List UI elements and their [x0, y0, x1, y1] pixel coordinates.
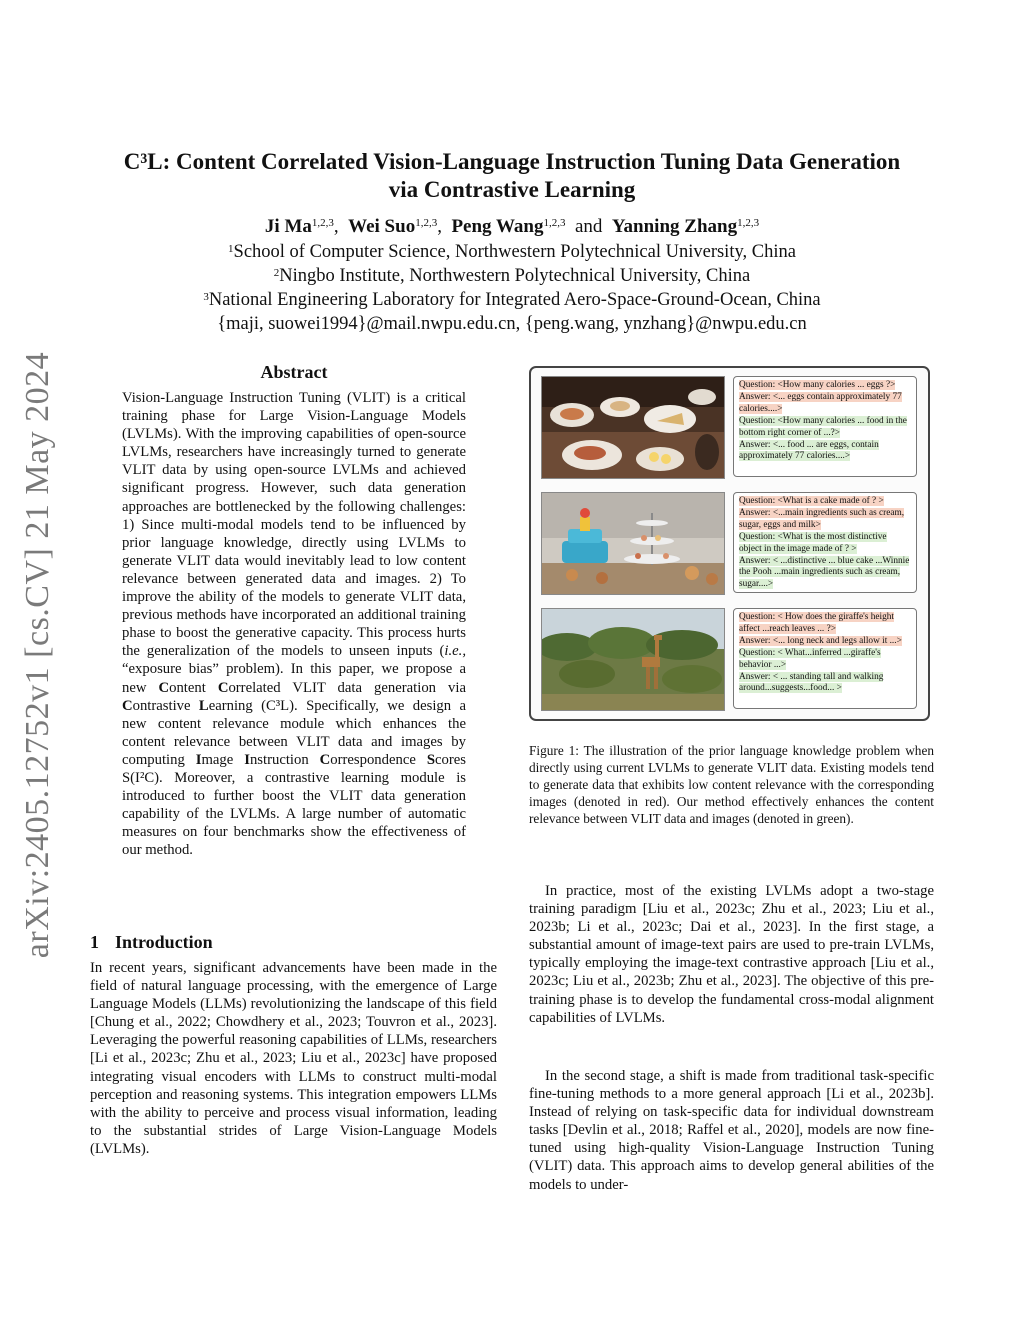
- abstract-heading: Abstract: [260, 362, 328, 382]
- abstract-bold-letter: C: [158, 679, 170, 696]
- right-column-paragraph-2: In the second stage, a shift is made from traditional task-specific fine-tuning methods to a more general approach [Li et al., 2023b]. Instead of relying on task-specific data for individual downstream tasks [Devlin et al., 2018; Raffel et al., 2020], models are now fine-tuned using high-quality Vision-Language Instruction Tuning (VLIT) data. This approach aims to develop general abilities of the models to under-: [529, 1068, 934, 1193]
- author-name: Wei Suo: [348, 216, 416, 237]
- affiliation-number: 1: [228, 243, 234, 255]
- abstract-bold-letter: C: [122, 697, 133, 714]
- qa-answer-red: Answer: <... eggs contain approximately 77 calories....>: [739, 391, 902, 414]
- author-name: Ji Ma: [264, 216, 312, 237]
- food-table-image: [542, 377, 724, 478]
- abstract-body: [122, 389, 466, 859]
- affiliation-1: [90, 241, 934, 264]
- qa-answer-green: Answer: < ... standing tall and walking around...suggests...food... >: [739, 671, 884, 694]
- qa-answer-green: Answer: < ...distinctive ... blue cake ...Winnie the Pooh ...main ingredients such as cream, sugar....>: [739, 555, 910, 590]
- qa-question-red: Question: <How many calories ... eggs ?>: [739, 380, 896, 390]
- paper-title: [90, 148, 934, 204]
- author-name: Yanning Zhang: [611, 216, 738, 237]
- affiliation-text: School of Computer Science, Northwestern Polytechnical University, China: [233, 242, 796, 262]
- qa-question-green: Question: <What is the most distinctive object in the image made of ? >: [739, 531, 887, 554]
- title-line-1: C³L: Content Correlated Vision-Language Instruction Tuning Data Generation: [123, 149, 901, 174]
- qa-question-red: Question: < How does the giraffe's height affect ...reach leaves ... ?>: [739, 612, 894, 634]
- abstract-text: “exposure bias” problem). In this paper, we propose a new: [122, 661, 466, 696]
- affiliation-number: 2: [273, 267, 280, 279]
- section-number: 1: [90, 932, 99, 952]
- abstract-text: nstruction: [249, 751, 320, 768]
- abstract-bold-letter: C: [319, 751, 331, 768]
- abstract-text: earning (C³L). Specifically, we design a new content relevance module which enhances the content relevance between VLIT data and images by computing: [122, 697, 466, 768]
- section-heading-introduction: [90, 932, 213, 953]
- cake-party-image: [542, 493, 724, 594]
- abstract-text: cores S(I²C). Moreover, a contrastive learning module is introduced to further boost the VLIT data generation capability of the LVLMs. A large number of automatic measures on four benchmarks show the effectiveness of our method.: [122, 751, 466, 859]
- qa-question-green: Question: <How many calories ... food in the bottom right corner of ...?>: [739, 415, 907, 438]
- abstract-text: mage: [201, 751, 245, 768]
- qa-question-red: Question: <What is a cake made of ? >: [739, 496, 884, 506]
- qa-question-green: Question: < What...inferred ...giraffe's behavior ...>: [739, 647, 881, 670]
- abstract-text: orrespondence: [330, 751, 427, 768]
- section-title: Introduction: [115, 932, 213, 952]
- abstract-text: ontrastive: [132, 697, 199, 714]
- author-emails: {maji, suowei1994}@mail.nwpu.edu.cn, {peng.wang, ynzhang}@nwpu.edu.cn: [217, 314, 807, 334]
- abstract-text: i.e.,: [444, 643, 466, 660]
- qa-answer-green: Answer: <... food ... are eggs, contain approximately 77 calories....>: [739, 439, 879, 462]
- arxiv-identifier: arXiv:2405.12752v1 [cs.CV] 21 May 2024: [19, 351, 56, 959]
- abstract-bold-letter: L: [198, 697, 209, 714]
- author-name: Peng Wang: [451, 216, 544, 237]
- qa-answer-red: Answer: <... long neck and legs allow it ...>: [739, 635, 902, 646]
- author-and: and: [574, 216, 603, 237]
- author-affil-marks: 1,2,3: [737, 217, 760, 229]
- affiliation-text: National Engineering Laboratory for Integrated Aero-Space-Ground-Ocean, China: [208, 290, 821, 310]
- qa-box-giraffe: [733, 608, 917, 709]
- abstract-text: Vision-Language Instruction Tuning (VLIT) is a critical training phase for Large Vision-Language Models (LVLMs). With the improving capabilities of open-source LVLMs, researchers have increasingly turned to generate VLIT data by using open-source LVLMs and achieved significant progress. However, such data generation approaches are bottlenecked by the following challenges: 1) Since multi-modal models tend to be influenced by prior language knowledge, directly using LVLMs to generate VLIT data would inevitably lead to low content relevance between generated data and images. 2) To improve the ability of the models to generate VLIT data, previous methods have incorporated an additional training phase to boost the generative capacity. This process hurts the generalization of the models to unseen inputs (: [122, 390, 466, 660]
- affiliation-text: Ningbo Institute, Northwestern Polytechnical University, China: [279, 266, 751, 286]
- abstract-bold-letter: S: [426, 751, 435, 768]
- qa-box-cake: [733, 492, 917, 593]
- author-affil-marks: 1,2,3: [415, 217, 438, 229]
- abstract-bold-letter: C: [217, 679, 229, 696]
- introduction-paragraph: In recent years, significant advancements have been made in the field of natural language processing, with the emergence of Large Language Models (LLMs) revolutionizing the landscape of this field [Chung et al., 2022; Chowdhery et al., 2023; Touvron et al., 2023]. Leveraging the powerful reasoning capabilities of LLMs, researchers [Li et al., 2023c; Zhu et al., 2023; Liu et al., 2023c] have proposed integrating visual encoders with LLMs to construct multi-modal perception and reasoning systems. This integration empowers LLMs with the ability to perceive and process visual information, leading to the substantial strides of Large Vision-Language Models (LVLMs).: [90, 960, 497, 1157]
- author-list: Ji Ma$^{1,2,3}$, Wei Suo$^{1,2,3}$, Peng Wang$^{1,2,3}$ and Yanning Zhang$^{1,2,3}$: [264, 216, 760, 237]
- abstract-bold-letter: I: [244, 751, 250, 768]
- affiliation-2: [90, 265, 934, 288]
- giraffe-savanna-image: [542, 609, 724, 710]
- title-line-2: via Contrastive Learning: [388, 177, 636, 202]
- giraffe-savanna-photo: [541, 608, 725, 711]
- qa-answer-red: Answer: <...main ingredients such as cream, sugar, eggs and milk>: [739, 507, 905, 530]
- abstract-text: orrelated VLIT data generation via: [228, 679, 466, 696]
- affiliation-3: [90, 289, 934, 312]
- food-table-photo: [541, 376, 725, 479]
- cake-party-photo: [541, 492, 725, 595]
- figure-1: [529, 366, 930, 721]
- author-affil-marks: 1,2,3: [311, 217, 334, 229]
- qa-box-food: [733, 376, 917, 477]
- figure-1-caption: Figure 1: The illustration of the prior language knowledge problem when directly using current LVLMs to generate VLIT data. Existing models tend to generate data that exhibits low content relevance with the corresponding images (denoted in red). Our method effectively enhances the content relevance between VLIT data and images (denoted in green).: [529, 743, 934, 826]
- abstract-text: ontent: [169, 679, 218, 696]
- right-column-paragraph-1: In practice, most of the existing LVLMs adopt a two-stage training paradigm [Liu et al., 2023c; Zhu et al., 2023; Liu et al., 2023b; Li et al., 2023c; Dai et al., 2023]. In the first stage, a substantial amount of image-text pairs are used to pre-train LVLMs, typically employing the image-text contrastive approach [Liu et al., 2023c; Liu et al., 2023b; Zhu et al., 2023]. The objective of this pre-training phase is to develop the fundamental cross-modal alignment capabilities of LVLMs.: [529, 883, 934, 1026]
- affiliation-number: 3: [203, 291, 209, 303]
- arxiv-sidebar: [8, 340, 68, 970]
- author-affil-marks: 1,2,3: [543, 217, 566, 229]
- abstract-bold-letter: I: [195, 751, 202, 768]
